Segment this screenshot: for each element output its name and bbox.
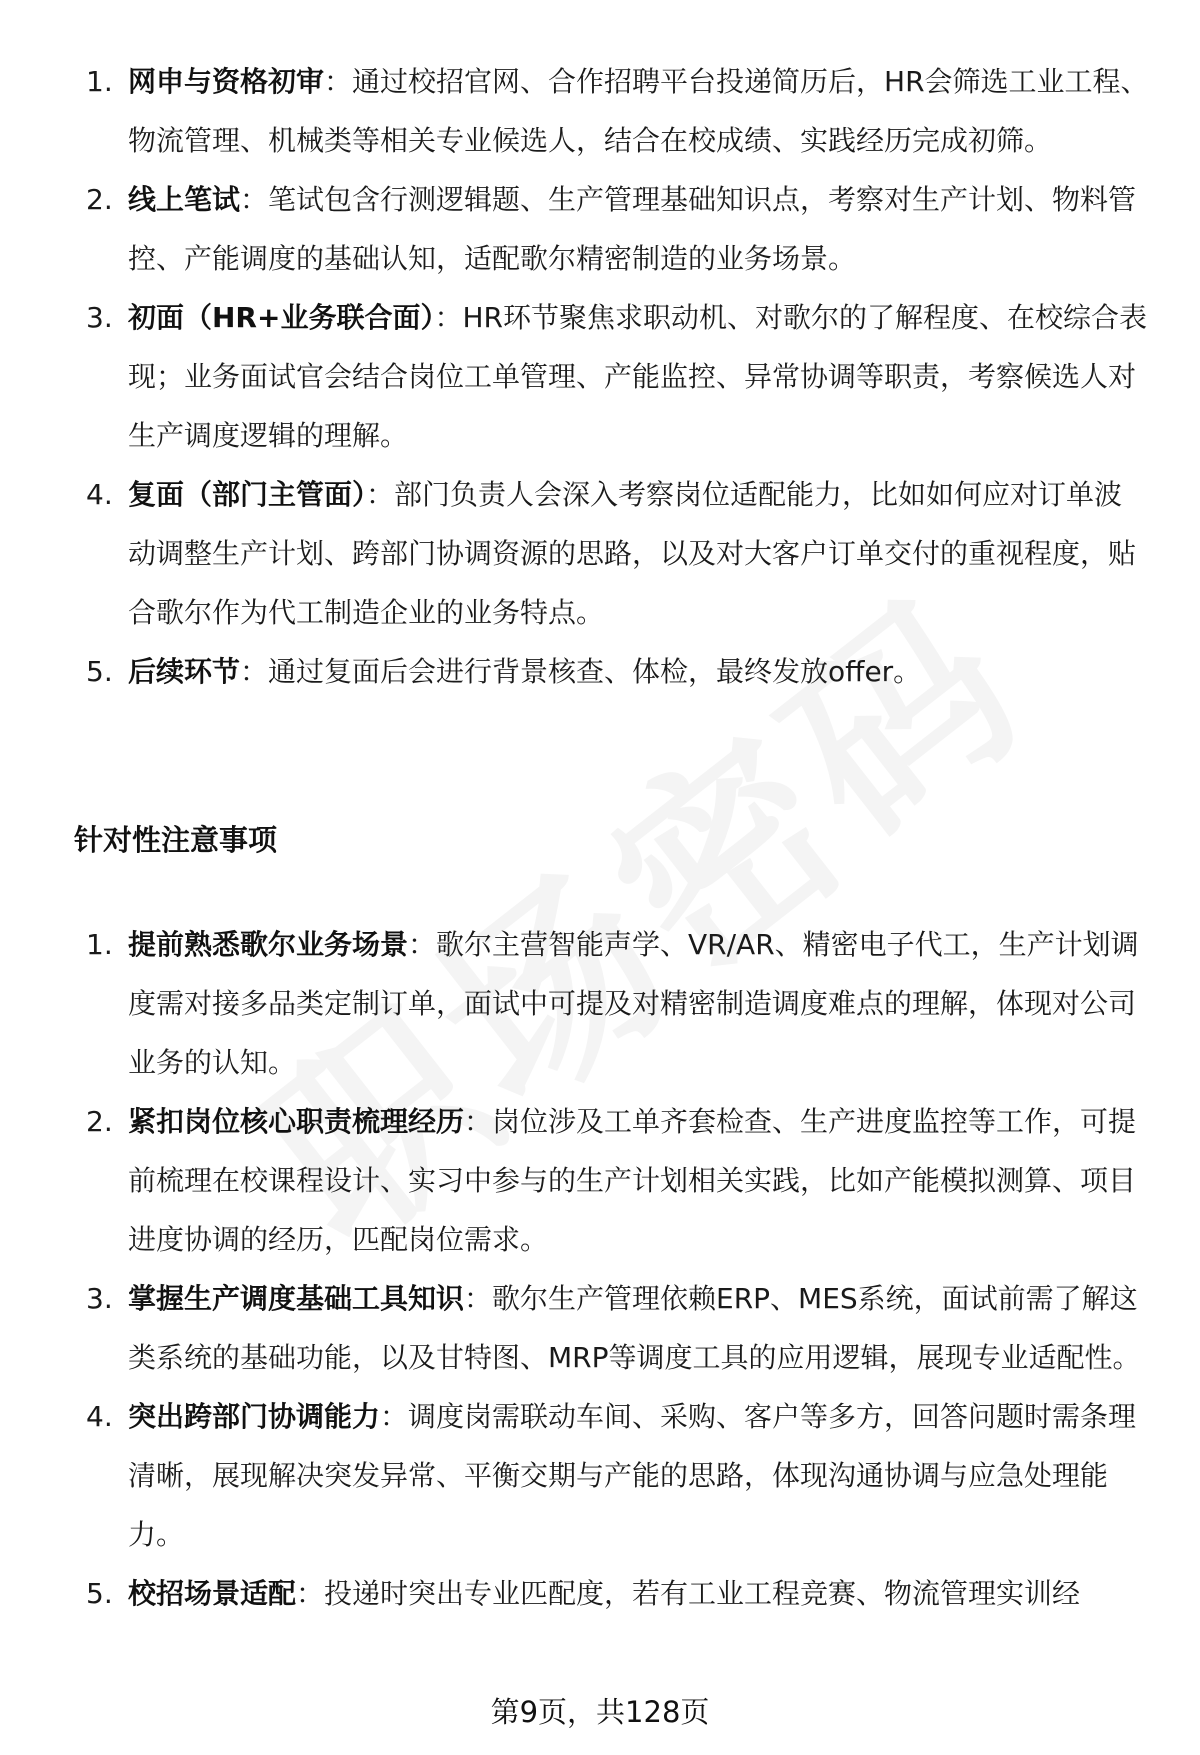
list-item	[0, 52, 1200, 170]
process-list	[0, 52, 1200, 701]
item-text: ：歌尔生产管理依赖ERP、MES系统，面试前需了解这类系统的基础功能，以及甘特图、MRP等调度工具的应用逻辑，展现专业适配性。	[128, 1282, 1141, 1374]
list-item	[0, 642, 1200, 701]
tips-list	[0, 915, 1200, 1623]
item-text: ：歌尔主营智能声学、VR/AR、精密电子代工，生产计划调度需对接多品类定制订单，面试中可提及对精密制造调度难点的理解，体现对公司业务的认知。	[128, 928, 1139, 1079]
list-item	[0, 465, 1200, 642]
item-text: ：投递时突出专业匹配度，若有工业工程竞赛、物流管理实训经	[296, 1577, 1081, 1610]
item-title: 提前熟悉歌尔业务场景	[128, 928, 409, 961]
item-text: ：笔试包含行测逻辑题、生产管理基础知识点，考察对生产计划、物料管控、产能调度的基础认知，适配歌尔精密制造的业务场景。	[128, 183, 1137, 275]
list-item	[0, 915, 1200, 1092]
item-title: 掌握生产调度基础工具知识	[128, 1282, 465, 1315]
item-text: ：HR环节聚焦求职动机、对歌尔的了解程度、在校综合表现；业务面试官会结合岗位工单管理、产能监控、异常协调等职责，考察候选人对生产调度逻辑的理解。	[128, 301, 1147, 452]
item-title: 网申与资格初审	[128, 65, 325, 98]
item-title: 后续环节	[128, 655, 241, 688]
section-heading: 针对性注意事项	[74, 823, 278, 857]
item-title: 突出跨部门协调能力	[128, 1400, 381, 1433]
item-title: 线上笔试	[128, 183, 241, 216]
list-item	[0, 1564, 1200, 1623]
list-number: 3.	[86, 1282, 113, 1315]
list-item	[0, 1269, 1200, 1387]
list-number: 4.	[86, 478, 113, 511]
list-number: 2.	[86, 1105, 113, 1138]
item-text: ：通过复面后会进行背景核查、体检，最终发放offer。	[240, 655, 922, 688]
item-title: 初面（HR+业务联合面）	[128, 301, 435, 334]
list-item	[0, 288, 1200, 465]
page-number: 第9页，共128页	[490, 1695, 710, 1729]
list-item	[0, 1092, 1200, 1269]
item-text: ：调度岗需联动车间、采购、客户等多方，回答问题时需条理清晰，展现解决突发异常、平衡交期与产能的思路，体现沟通协调与应急处理能力。	[128, 1400, 1137, 1551]
list-number: 5.	[86, 655, 113, 688]
item-title: 校招场景适配	[128, 1577, 297, 1610]
list-number: 1.	[86, 65, 113, 98]
list-item	[0, 1387, 1200, 1564]
list-number: 2.	[86, 183, 113, 216]
list-number: 4.	[86, 1400, 113, 1433]
list-number: 5.	[86, 1577, 113, 1610]
tips-section	[0, 915, 1200, 1623]
item-title: 复面（部门主管面）	[128, 478, 367, 511]
item-text: ：部门负责人会深入考察岗位适配能力，比如如何应对订单波动调整生产计划、跨部门协调资源的思路，以及对大客户订单交付的重视程度，贴合歌尔作为代工制造企业的业务特点。	[128, 478, 1137, 629]
interview-process-section	[0, 52, 1200, 701]
item-title: 紧扣岗位核心职责梳理经历	[128, 1105, 465, 1138]
item-text: ：岗位涉及工单齐套检查、生产进度监控等工作，可提前梳理在校课程设计、实习中参与的生产计划相关实践，比如产能模拟测算、项目进度协调的经历，匹配岗位需求。	[128, 1105, 1137, 1256]
list-number: 1.	[86, 928, 113, 961]
list-item	[0, 170, 1200, 288]
list-number: 3.	[86, 301, 113, 334]
item-text: ：通过校招官网、合作招聘平台投递简历后，HR会筛选工业工程、物流管理、机械类等相关专业候选人，结合在校成绩、实践经历完成初筛。	[128, 65, 1149, 157]
